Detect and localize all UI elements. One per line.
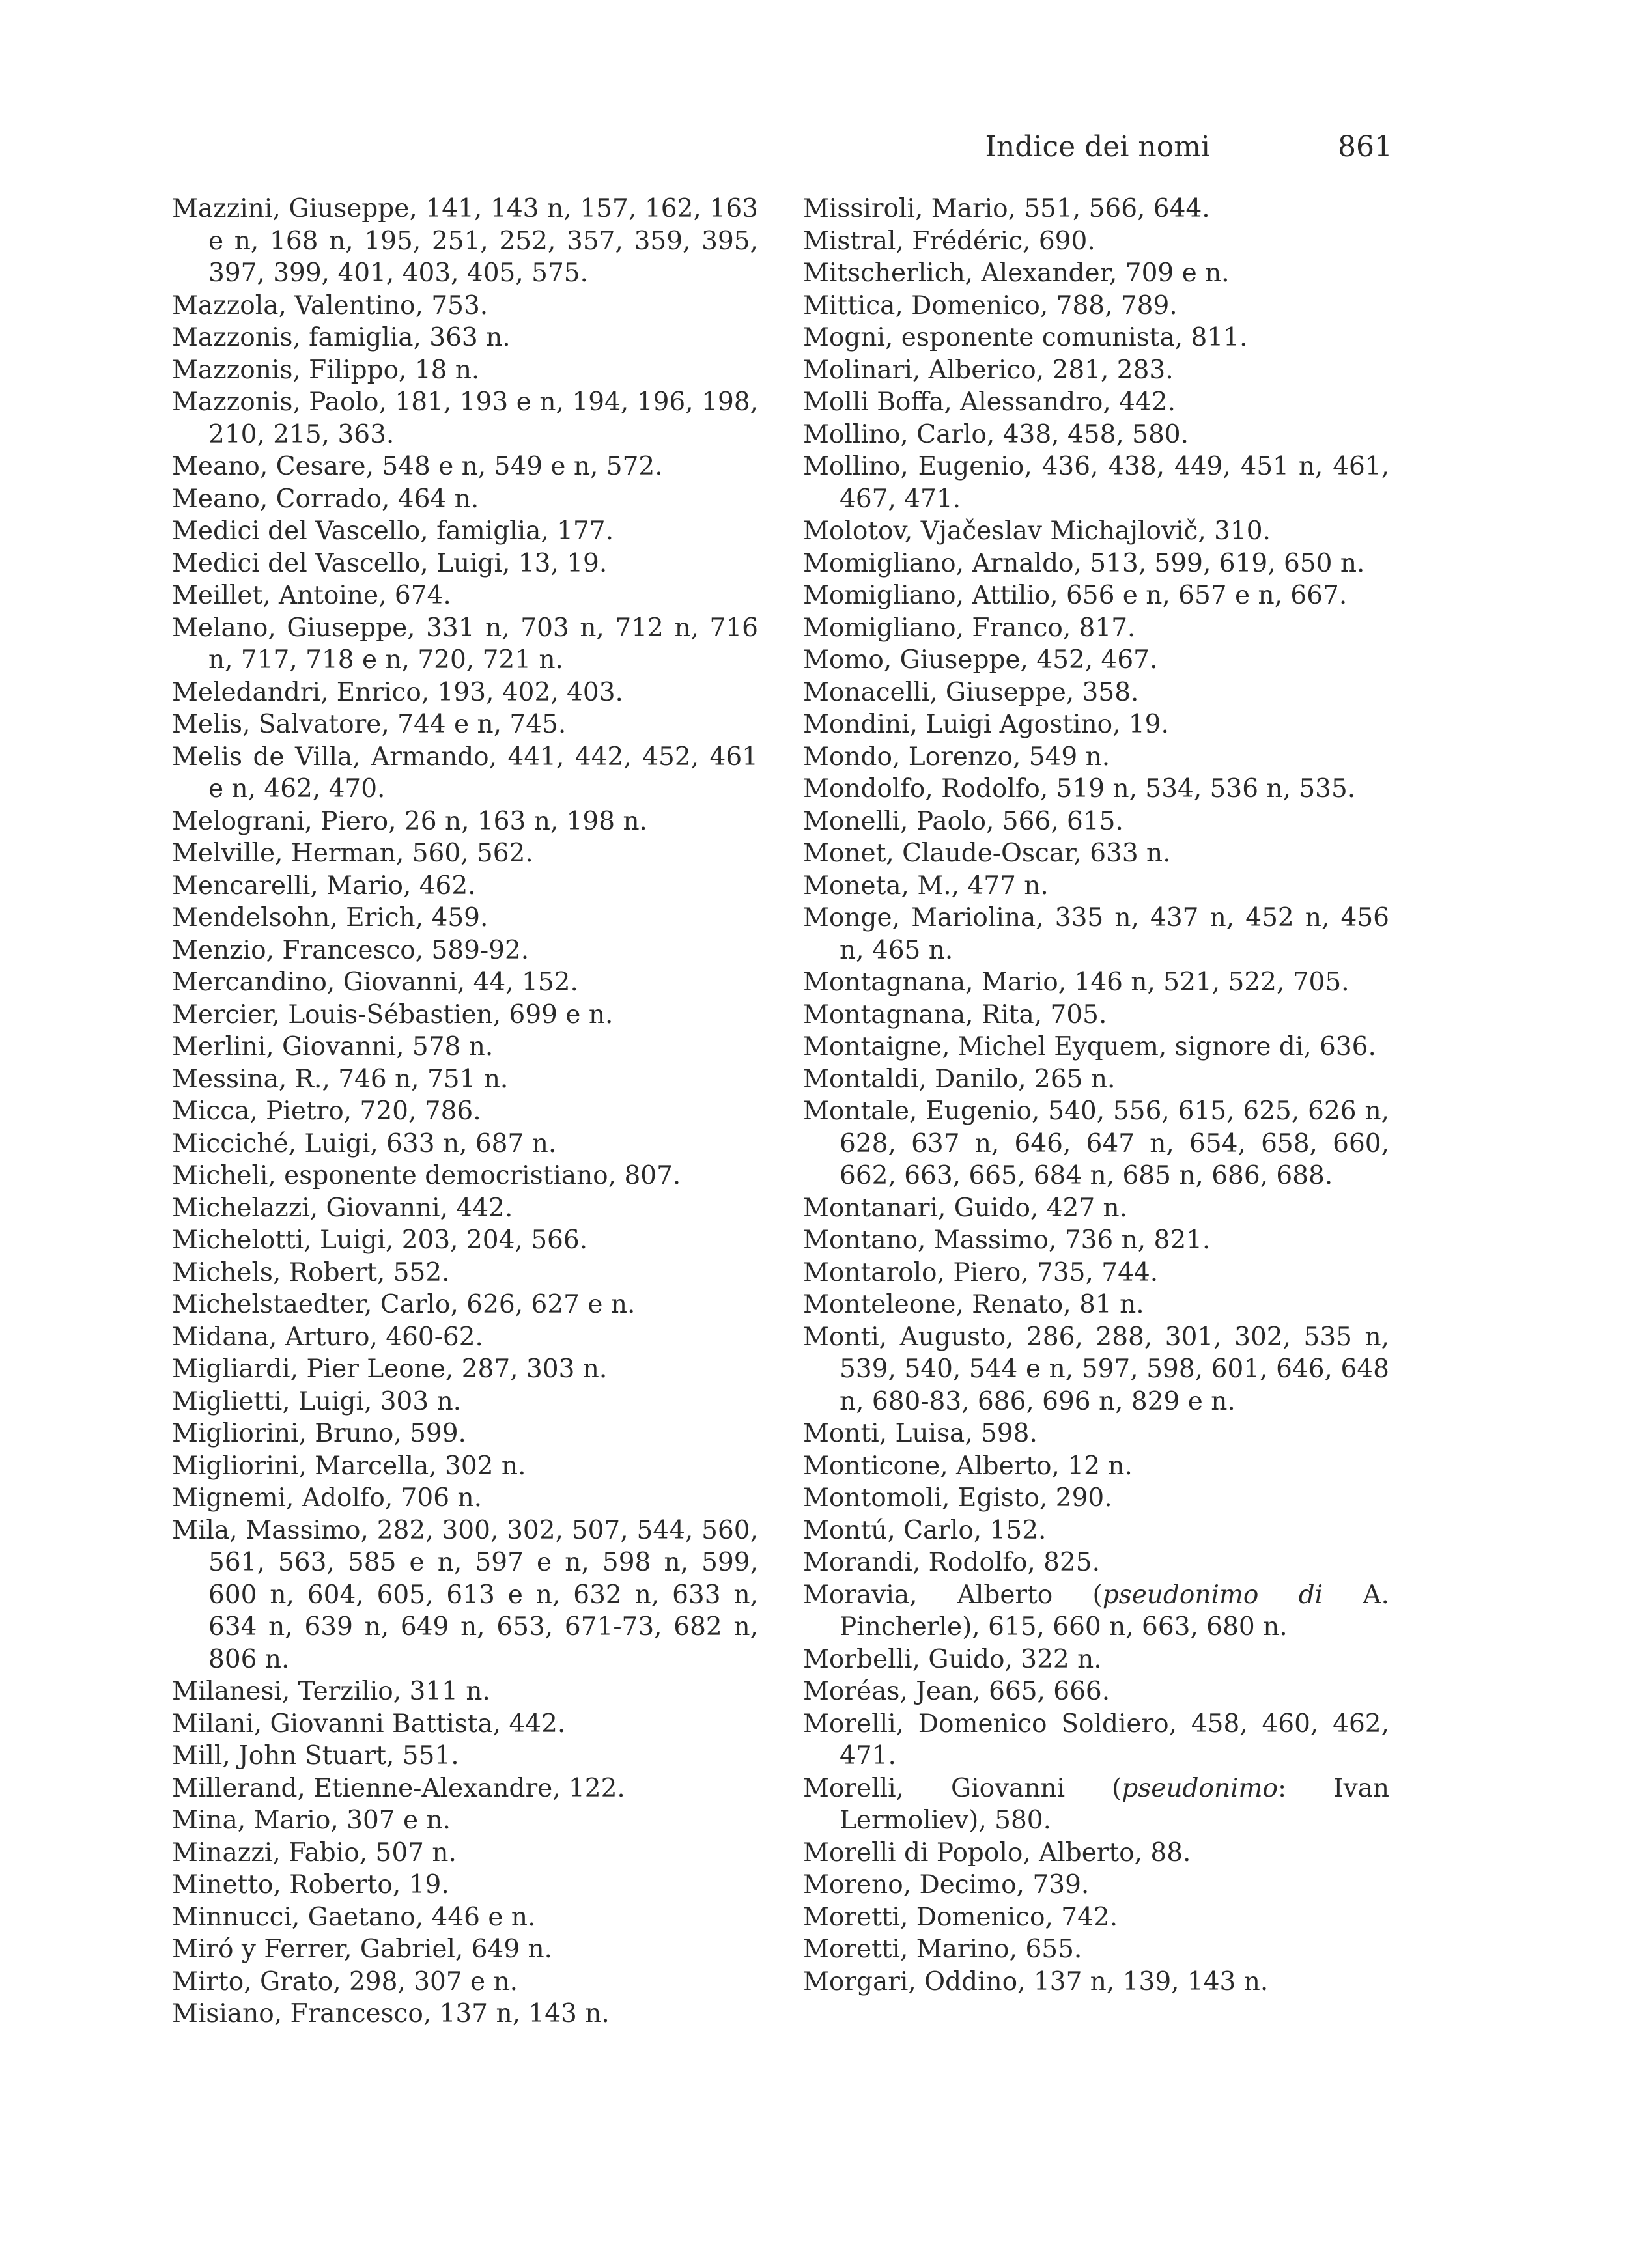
index-entry: Monacelli, Giuseppe, 358. [803,677,1139,707]
index-entry: Meillet, Antoine, 674. [172,581,451,610]
index-entry: Melis de Villa, Armando, 441, 442, 452, 461 e n, 462, 470. [172,742,758,804]
index-entry: Mazzonis, Paolo, 181, 193 e n, 194, 196, 198, 210, 215, 363. [172,387,758,449]
index-entry: Mittica, Domenico, 788, 789. [803,290,1178,320]
index-entry: Micca, Pietro, 720, 786. [172,1097,481,1126]
index-entry: Morgari, Oddino, 137 n, 139, 143 n. [803,1967,1269,1996]
index-entry: Momigliano, Franco, 817. [803,613,1136,643]
index-entry: Meano, Cesare, 548 e n, 549 e n, 572. [172,452,663,481]
index-column-left [172,193,758,2030]
index-entry: Moretti, Domenico, 742. [803,1902,1118,1932]
index-entry: Mirto, Grato, 298, 307 e n. [172,1967,518,1996]
index-entry: Monelli, Paolo, 566, 615. [803,806,1123,836]
index-entry: Montagnana, Mario, 146 n, 521, 522, 705. [803,968,1349,997]
index-entry: Mollino, Eugenio, 436, 438, 449, 451 n, 461, 467, 471. [803,452,1389,514]
index-entry: Mondolfo, Rodolfo, 519 n, 534, 536 n, 535. [803,774,1356,804]
index-entry: Monti, Luisa, 598. [803,1419,1038,1448]
index-entry: Moréas, Jean, 665, 666. [803,1677,1110,1706]
running-title: Indice dei nomi [985,130,1210,163]
index-entry: Misiano, Francesco, 137 n, 143 n. [172,1999,610,2028]
index-entry: Melis, Salvatore, 744 e n, 745. [172,710,567,739]
index-entry: Morandi, Rodolfo, 825. [803,1548,1100,1577]
index-entry: Molinari, Alberico, 281, 283. [803,355,1174,385]
italic-note: pseudonimo [1122,1773,1279,1803]
index-entry: Montú, Carlo, 152. [803,1515,1047,1545]
index-entry: Mollino, Carlo, 438, 458, 580. [803,419,1189,449]
index-entry: Molli Boffa, Alessandro, 442. [803,387,1176,417]
index-entry: Molotov, Vjačeslav Michajlovič, 310. [803,516,1271,546]
index-entry: Midana, Arturo, 460-62. [172,1322,483,1352]
index-entry: Messina, R., 746 n, 751 n. [172,1064,509,1094]
index-entry: Monet, Claude-Oscar, 633 n. [803,839,1171,868]
index-entry: Merlini, Giovanni, 578 n. [172,1032,494,1061]
index-entry: Mogni, esponente comunista, 811. [803,323,1248,352]
index-entry: Migliardi, Pier Leone, 287, 303 n. [172,1354,608,1384]
index-entry: Momo, Giuseppe, 452, 467. [803,645,1158,675]
page-header [651,128,1392,173]
index-entry: Migliorini, Bruno, 599. [172,1419,466,1448]
index-entry: Monteleone, Renato, 81 n. [803,1290,1144,1319]
index-entry: Mondini, Luigi Agostino, 19. [803,710,1169,739]
index-entry: Mondo, Lorenzo, 549 n. [803,742,1110,772]
index-entry: Meledandri, Enrico, 193, 402, 403. [172,677,623,707]
index-entry: Mistral, Frédéric, 690. [803,226,1095,256]
index-entry: Millerand, Etienne-Alexandre, 122. [172,1773,625,1803]
index-entry: Michels, Robert, 552. [172,1257,450,1287]
index-entry: Montale, Eugenio, 540, 556, 615, 625, 626 n, 628, 637 n, 646, 647 n, 654, 658, 660, 662, 663, 665, 684 n, 685 n, 686, 688. [803,1097,1389,1190]
index-entry: Miró y Ferrer, Gabriel, 649 n. [172,1935,553,1964]
index-column-right [803,193,1389,1998]
index-entry: Montomoli, Egisto, 290. [803,1483,1112,1513]
index-entry: Meano, Corrado, 464 n. [172,484,479,514]
index-entry: Michelotti, Luigi, 203, 204, 566. [172,1225,588,1255]
index-entry: Minetto, Roberto, 19. [172,1870,449,1899]
index-entry: Migliorini, Marcella, 302 n. [172,1451,526,1481]
index-entry: Montarolo, Piero, 735, 744. [803,1257,1159,1287]
index-entry: Moravia, Alberto (pseudonimo di A. Pincherle), 615, 660 n, 663, 680 n. [803,1580,1389,1642]
index-entry: Momigliano, Attilio, 656 e n, 657 e n, 667. [803,581,1348,610]
index-entry: Montagnana, Rita, 705. [803,1000,1107,1029]
index-entry: Melano, Giuseppe, 331 n, 703 n, 712 n, 716 n, 717, 718 e n, 720, 721 n. [172,613,758,675]
index-entry: Mazzonis, famiglia, 363 n. [172,323,511,352]
index-entry: Mila, Massimo, 282, 300, 302, 507, 544, 560, 561, 563, 585 e n, 597 e n, 598 n, 599, 600 n, 604, 605, 613 e n, 632 n, 633 n, 634 n, 639 n, 649 n, 653, 671-73, 682 n, 806 n. [172,1515,758,1674]
page-number: 861 [1338,130,1392,163]
index-entry: Momigliano, Arnaldo, 513, 599, 619, 650 n. [803,548,1365,578]
index-entry: Moneta, M., 477 n. [803,871,1049,901]
index-entry: Moreno, Decimo, 739. [803,1870,1090,1899]
index-entry: Mitscherlich, Alexander, 709 e n. [803,259,1230,288]
index-entry: Missiroli, Mario, 551, 566, 644. [803,194,1210,223]
index-entry: Montaldi, Danilo, 265 n. [803,1064,1116,1094]
index-entry: Minazzi, Fabio, 507 n. [172,1838,457,1868]
index-entry: Mazzini, Giuseppe, 141, 143 n, 157, 162, 163 e n, 168 n, 195, 251, 252, 357, 359, 395, 397, 399, 401, 403, 405, 575. [172,194,758,288]
italic-note: pseudonimo di [1102,1580,1323,1610]
index-entry: Melville, Herman, 560, 562. [172,839,533,868]
index-entry: Milanesi, Terzilio, 311 n. [172,1677,490,1706]
index-entry: Miglietti, Luigi, 303 n. [172,1386,462,1416]
index-entry: Michelstaedter, Carlo, 626, 627 e n. [172,1290,636,1319]
index-entry: Monge, Mariolina, 335 n, 437 n, 452 n, 456 n, 465 n. [803,903,1389,965]
index-entry: Monti, Augusto, 286, 288, 301, 302, 535 n, 539, 540, 544 e n, 597, 598, 601, 646, 648 n, 680-83, 686, 696 n, 829 e n. [803,1322,1389,1416]
index-entry: Morbelli, Guido, 322 n. [803,1644,1102,1674]
index-entry: Montanari, Guido, 427 n. [803,1193,1128,1223]
index-entry: Menzio, Francesco, 589-92. [172,935,530,965]
index-entry: Mill, John Stuart, 551. [172,1741,459,1771]
index-entry: Mignemi, Adolfo, 706 n. [172,1483,482,1513]
index-entry: Milani, Giovanni Battista, 442. [172,1709,566,1739]
index-entry: Moretti, Marino, 655. [803,1935,1082,1964]
index-entry: Mercandino, Giovanni, 44, 152. [172,968,578,997]
index-entry: Montano, Massimo, 736 n, 821. [803,1225,1211,1255]
index-entry: Mercier, Louis-Sébastien, 699 e n. [172,1000,614,1029]
index-entry: Melograni, Piero, 26 n, 163 n, 198 n. [172,806,647,836]
index-entry: Montaigne, Michel Eyquem, signore di, 636. [803,1032,1376,1061]
index-entry: Morelli, Domenico Soldiero, 458, 460, 462, 471. [803,1709,1389,1771]
index-entry: Mina, Mario, 307 e n. [172,1806,451,1835]
index-entry: Michelazzi, Giovanni, 442. [172,1193,513,1223]
index-entry: Micheli, esponente democristiano, 807. [172,1161,681,1190]
index-entry: Minnucci, Gaetano, 446 e n. [172,1902,536,1932]
index-entry: Mazzola, Valentino, 753. [172,290,488,320]
index-entry: Mendelsohn, Erich, 459. [172,903,488,932]
index-entry: Medici del Vascello, famiglia, 177. [172,516,614,546]
index-entry: Medici del Vascello, Luigi, 13, 19. [172,548,608,578]
index-entry: Monticone, Alberto, 12 n. [803,1451,1133,1481]
index-entry: Morelli di Popolo, Alberto, 88. [803,1838,1191,1868]
index-entry: Mencarelli, Mario, 462. [172,871,476,901]
index-entry: Morelli, Giovanni (pseudonimo: Ivan Lermoliev), 580. [803,1773,1389,1835]
index-entry: Mazzonis, Filippo, 18 n. [172,355,480,385]
index-entry: Micciché, Luigi, 633 n, 687 n. [172,1128,557,1158]
